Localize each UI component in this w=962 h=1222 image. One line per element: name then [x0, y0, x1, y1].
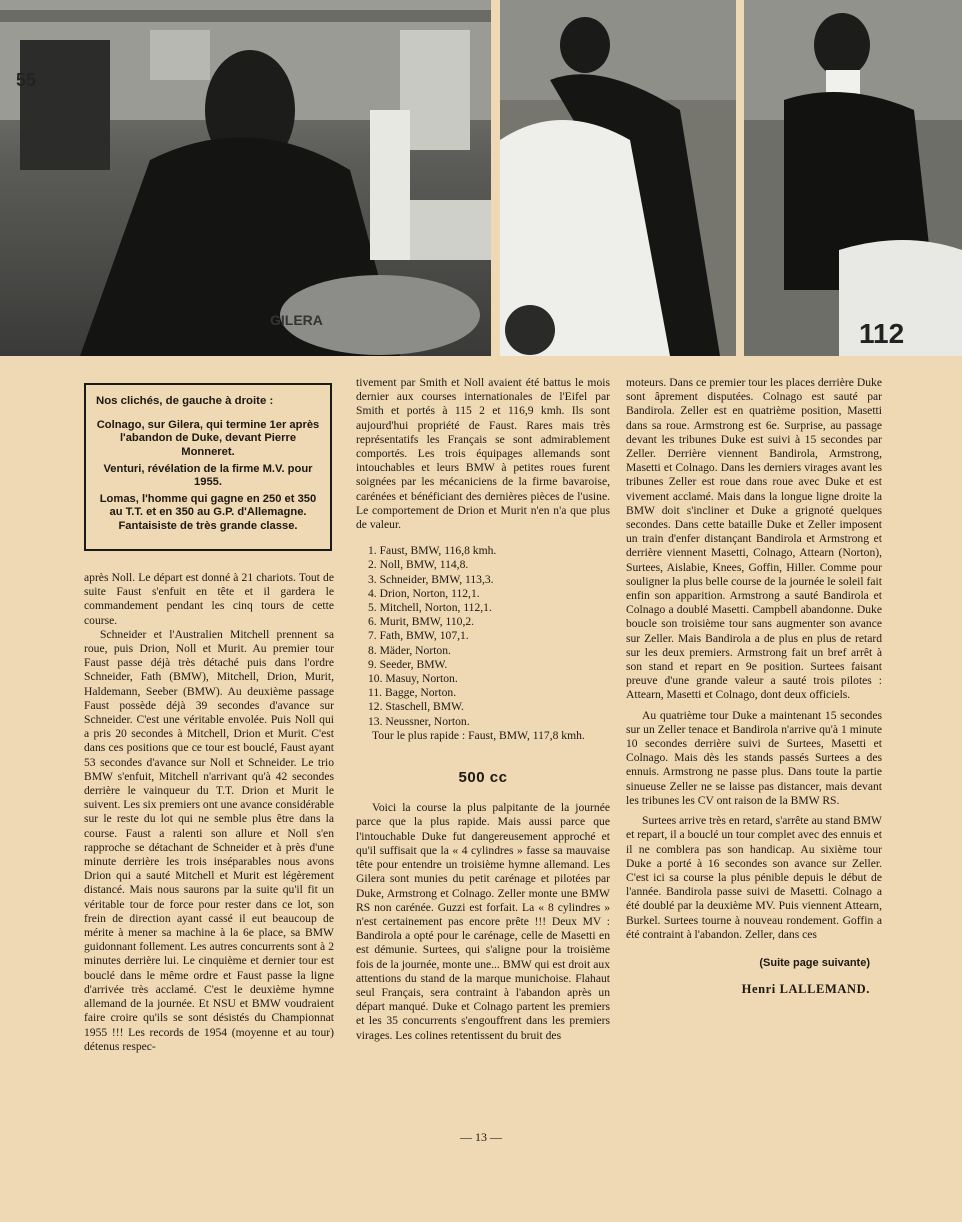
result-item: 7. Fath, BMW, 107,1. — [368, 629, 469, 643]
result-item: 5. Mitchell, Norton, 112,1. — [368, 601, 492, 615]
photo-venturi-illustration — [500, 0, 736, 356]
caption-item: Lomas, l'homme qui gagne en 250 et 350 au T.T. et en 350 au G.P. d'Allemagne. Fantaisiste de très grande classe. — [99, 493, 317, 532]
result-item: 9. Seeder, BMW. — [368, 657, 448, 671]
paragraph: moteurs. Dans ce premier tour les places derrière Duke sont âprement disputées. Colnago est sauté par Bandirola. Zeller est en quatrième position, Masetti dans sa roue. Armstrong est 6e. Surprise, au passage devant les tribunes Duke est suivi à 15 secondes par Zeller. Derrière viennent Bandirola, Armstrong, Masetti et Colnago. Dans les derniers virages avant les tribunes Zeller est roue dans roue avec Duke et est vivement acclamé. Mais dans la longue ligne droite la BMW doit s'incliner et Duke a grignoté quelques secondes. Dans cette bataille Duke et Zeller imposent un train d'enfer distançant Bandirola et Armstrong et derrière viennent Masetti, Colnago, Attearn (Norton), Surtees, Aislabie, Knees, Goffin, Hiller. Comme pour souligner la plus belle course de la journée le soleil fait enfin son apparition. Armstrong a sauté Bandirola et Colnago a doublé Masetti. Campbell abandonne. Duke boucle son troisième tour sans augmenter son avance sur Zeller. Mais Bandirola a de plus en plus de retard sur les deux premiers. Armstrong fait un bref arrêt à son stand et repart en 9e position. Surtees faisant preuve d'une grande valeur a sauté trois pilotes : Attearn, Masetti et Colnago, dont deux officiels. — [626, 376, 882, 702]
race-results-list — [356, 544, 610, 729]
paragraph: Surtees arrive très en retard, s'arrête au stand BMW et repart, il a bouclé un tour complet avec des ennuis et il ne comblera pas son handicap. Au sixième tour Duke a porté à 16 secondes son avance sur Zeller. C'est ici sa course la plus pénible depuis le début de l'année. Bandirola passe suivi de Masetti. Colnago a été doublé par la deuxième MV. Puis viennent Attearn, Burkel. Surtees tourne à nouveau rondement. Goffin a été contraint à l'abandon. Zeller, dans ces — [626, 814, 882, 941]
paragraph: Schneider et l'Australien Mitchell prennent sa roue, puis Drion, Noll et Murit. Au premier tour Faust passe déjà très détaché puis dans l'ordre Schneider, Fath (BMW), Mitchell, Drion, Murit, Haldemann, Seeber (BMW). Au deuxième passage Faust possède déjà 39 secondes d'avance sur Schneider. C'est une véritable envolée. Puis Noll qui a pris 20 secondes à Mitchell, Drion et Murit. C'est dans ces positions que ce tour est bouclé, Faust ayant 53 secondes d'avance sur Noll et Schneider. Le trio BMW s'enfuit, Mitchell n'arrivant qu'à 42 secondes derrière le vainqueur du T.T. Drion et Murit le suivent. Les six premiers ont une avance considérable sur le reste du lot qui ne semble plus être dans la course. Faust a ralenti son allure et Noll s'en rapproche se détachant de Schneider et à près d'une minute derrière les trois inséparables nous avons Drion qui a sauté Mitchell et Murit est légèrement distancé. Mais nous saurons par la suite qu'il fit un véritable tour de force pour rester dans ce lot, son frein de direction ayant cassé il eut beaucoup de mérite à mener sa machine à la 6e place, sa BMW guidonnant follement. Les autres concurrents sont à 2 minutes derrière lui. Le cinquième et dernier tour est bouclé dans le même ordre et Faust passe la ligne d'arrivée très acclamé. C'est le deuxième hymne allemand de la journée. Et NSU et BMW voudraient faire croire qu'ils se sont désistés du Championnat 1955 !!! Les records de 1954 (moyenne et au tour) détenus respec- — [84, 627, 334, 1053]
caption-item: Colnago, sur Gilera, qui termine 1er après l'abandon de Duke, devant Pierre Monneret. — [96, 419, 320, 458]
article-column-1 — [84, 571, 334, 1054]
result-item: 11. Bagge, Norton. — [368, 686, 457, 700]
photo-venturi — [500, 0, 736, 356]
result-item: 2. Noll, BMW, 114,8. — [368, 558, 469, 572]
photo-lomas — [744, 0, 962, 356]
race-number: 112 — [859, 318, 905, 349]
continued-note: (Suite page suivante) — [759, 956, 870, 969]
caption-heading: Nos clichés, de gauche à droite : — [96, 395, 274, 407]
photo-colnago — [0, 0, 491, 356]
paragraph: Voici la course la plus palpitante de la journée parce que la plus rapide. Mais aussi parce que l'intouchable Duke fut dangereusement approché et qu'il suffisait que la « 4 cylindres » fasse sa mauvaise tête pour entendre un troisième hymne allemand. Les Gilera sont munies du petit carénage et pilotées par Duke, Armstrong et Colnago. Zeller monte une BMW RS non carénée. Guzzi est forfait. La « 8 cylindres » n'est certainement pas encore prête !!! Deux MV : Bandirola a opté pour le carénage, celle de Masetti en est démunie. Surtees, qui s'aligne pour la troisième fois de la journée, monte une... BMW qui est droit aux attentions du stand de la marque munichoise. Flahaut seul Français, sera contraint à l'abandon après un départ manqué. Duke et Colnago partent les premiers et les 35 concurrents s'engouffrent dans les premiers virages. Les colines retentissent du bruit des — [356, 801, 610, 1042]
garage-number: 55 — [16, 70, 37, 90]
article-column-2 — [356, 376, 610, 1043]
paragraph: Au quatrième tour Duke a maintenant 15 secondes sur un Zeller tenace et Bandirola n'arrive qu'à 1 minute 10 secondes derrière suivi de Surtees, Masetti et Colnago. Mais dès les stands passés Surtees a des ennuis. Armstrong ne passe plus. Dans toute la partie sinueuse Zeller ne se laisse pas distancer, mais devant les tribunes les CV ont raison de la BMW RS. — [626, 708, 882, 807]
photo-lomas-illustration — [744, 0, 962, 356]
photo-caption-box — [84, 383, 332, 551]
article-column-3 — [626, 376, 882, 996]
photo-strip — [0, 0, 962, 358]
result-item: 8. Mäder, Norton. — [368, 643, 451, 657]
section-title-500cc: 500 cc — [458, 769, 508, 787]
caption-item: Venturi, révélation de la firme M.V. pour 1955. — [103, 462, 313, 489]
paragraph: après Noll. Le départ est donné à 21 chariots. Tout de suite Faust s'enfuit en tête et il gardera le commandement pendant les cinq tours de cette course. — [84, 571, 334, 627]
result-item: 13. Neussner, Norton. — [368, 714, 470, 728]
result-item: 10. Masuy, Norton. — [368, 672, 458, 686]
result-item: 12. Staschell, BMW. — [368, 700, 464, 714]
author-byline: Henri LALLEMAND. — [741, 982, 870, 997]
result-item: 6. Murit, BMW, 110,2. — [368, 615, 475, 629]
page-number: — 13 — — [460, 1130, 502, 1144]
photo-colnago-illustration — [0, 0, 491, 356]
fastest-lap: Tour le plus rapide : Faust, BMW, 117,8 kmh. — [372, 728, 585, 742]
tank-lettering: GILERA — [270, 312, 323, 328]
result-item: 4. Drion, Norton, 112,1. — [368, 586, 480, 600]
result-item: 1. Faust, BMW, 116,8 kmh. — [368, 544, 497, 558]
paragraph: tivement par Smith et Noll avaient été battus le mois dernier aux courses internationales de l'Eifel par Smith et portés à 115 2 et 116,9 kmh. Ils sont aujourd'hui propriété de Faust. Rares mais très représentatifs les Français se sont admirablement comportés. Les trois équipages allemands sont intouchables et leurs BMW à petites roues furent soignées par les mécaniciens de la firme bavaroise, carénées et bénéficiant des dernières pièces de l'usine. Le comportement de Drion et Murit n'en n'a que plus de valeur. — [356, 376, 610, 532]
result-item: 3. Schneider, BMW, 113,3. — [368, 572, 494, 586]
